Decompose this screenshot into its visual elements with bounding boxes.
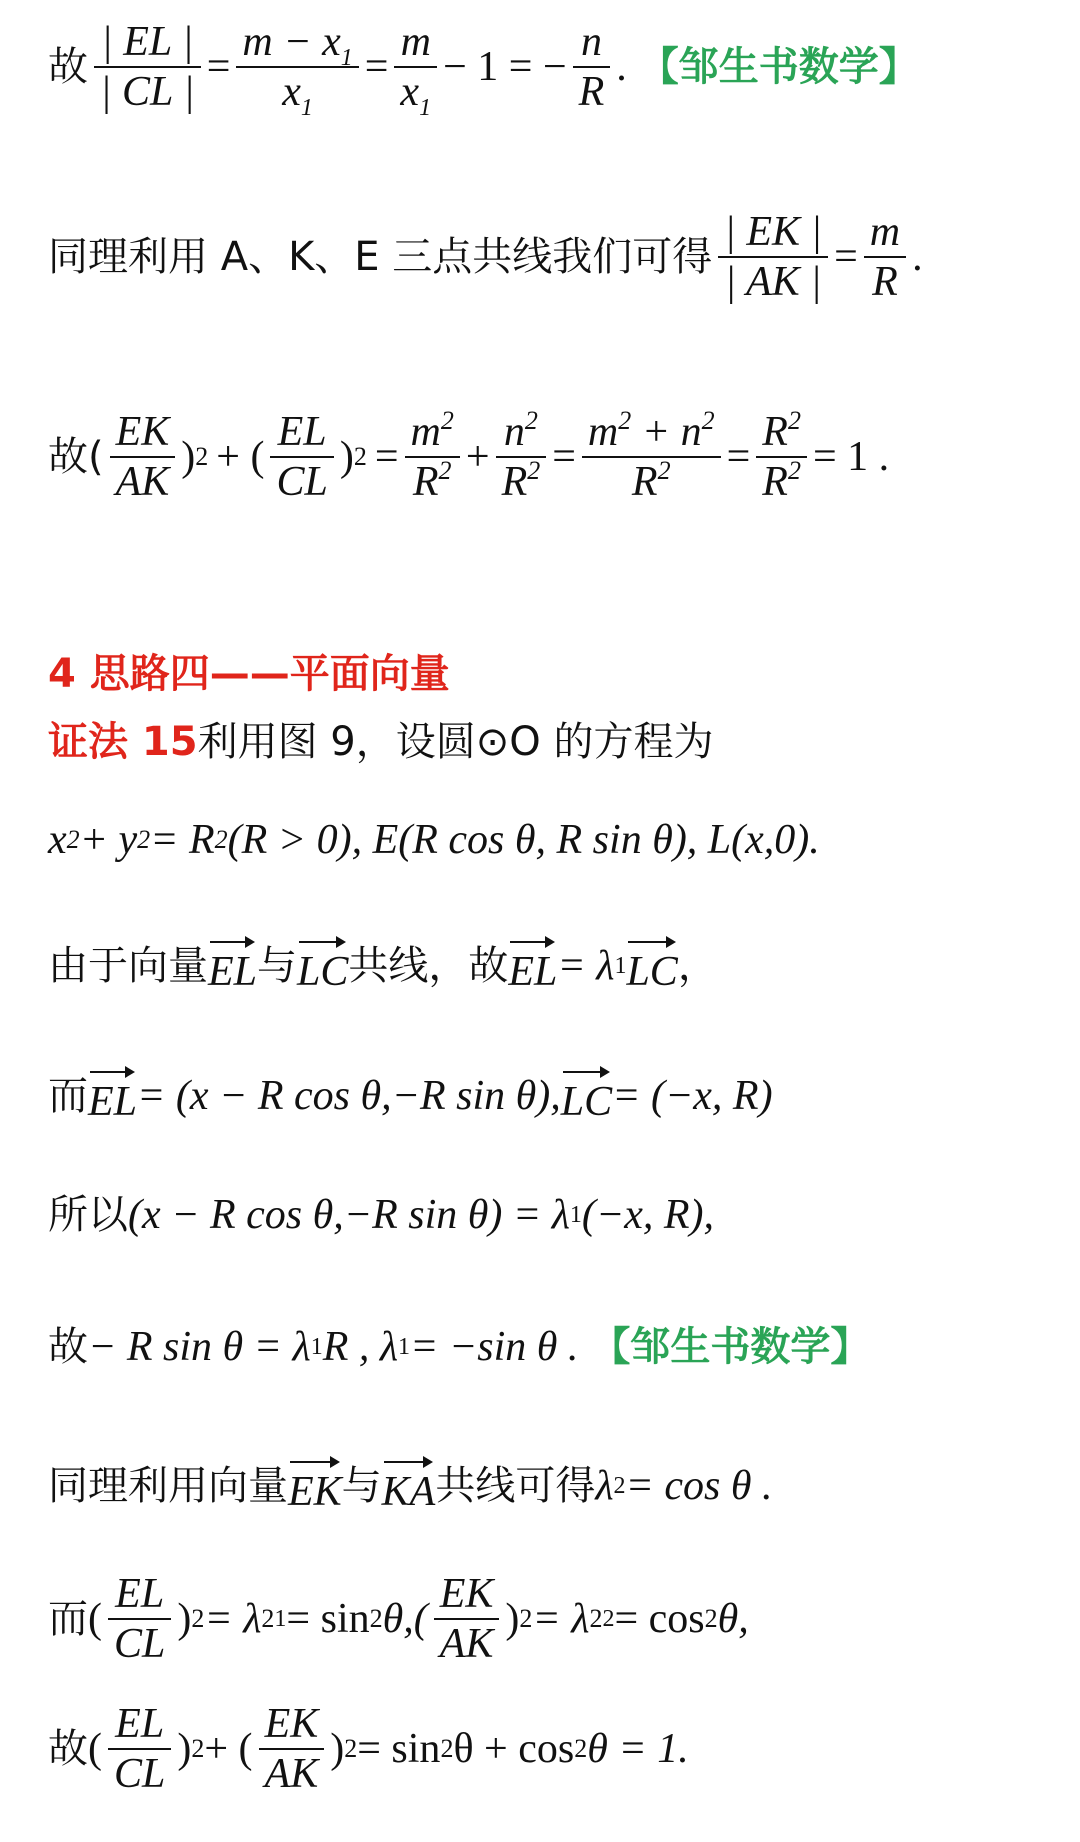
fraction [259,1700,325,1799]
vector-el: EL [88,1065,137,1127]
fraction [108,1700,171,1799]
numerator: | EK | [724,209,823,255]
minus-one: − 1 = − [443,44,567,91]
section-heading [48,650,450,698]
fraction [718,208,828,307]
vector-el: EL [208,935,257,997]
expr: = −sin θ . [410,1324,579,1370]
equals-one: = 1 . [812,434,890,481]
numerator: $n^2$ [503,406,538,455]
denominator-text: x [282,69,301,116]
denominator-text: R [762,459,788,506]
expr: λ [595,1463,614,1509]
circle-equation: x 2 + y 2 = R 2 (R > 0), E(R cos θ, R sin θ), L(x,0). [48,815,820,865]
vector-coordinates-line [48,1065,773,1127]
expr: = cos θ . [625,1463,773,1509]
plus-open: + ( [204,1726,253,1773]
expr: − R sin θ = λ [88,1324,311,1370]
vector-collinear-line: 由于向量 EL 与 LC 共线，故 EL = λ 1 LC ， [48,935,718,997]
fraction [434,1570,500,1669]
brand-tag: 【邹生书数学】 [590,1324,871,1371]
expr: = λ [204,1596,262,1643]
plus-open: + ( [216,434,265,481]
prefix: 故 [48,44,88,91]
collinear-ake-line [48,208,923,307]
subscript: 1 [340,45,353,71]
text: 同理利用向量 [48,1463,288,1510]
expr: x [48,817,67,863]
proof-text: 利用图 9，设圆⊙O 的方程为 [197,719,714,765]
text: 而 [48,1073,88,1120]
denominator: $R^2$ [412,456,452,506]
numerator: EK [439,1571,494,1617]
text: 共线，故 [348,943,509,990]
denominator: AK [264,1751,319,1798]
numerator: $m^2$ [410,406,454,455]
numerator: n [580,19,602,65]
denominator: CL [114,1621,166,1668]
prefix: 故( [48,434,104,481]
denominator-text: R [631,459,658,506]
period: . [912,234,923,281]
equals: = [834,234,858,281]
denominator: CL [276,459,328,506]
numerator-text: + n [631,409,702,455]
fraction [394,18,437,122]
subscript: 1 [300,95,313,122]
fraction [108,1570,171,1669]
text: 与 [257,943,298,990]
expr: (x − R cos θ,−R sin θ) = λ [128,1192,570,1238]
equals: = [726,434,751,481]
paren: ) [505,1596,520,1643]
proof-intro [48,718,713,766]
expr: = (x − R cos θ,−R sin θ), [137,1073,561,1119]
section-title: 4 思路四——平面向量 [48,651,450,697]
equals: = [552,434,576,481]
paren: ) [330,1726,345,1773]
denominator [394,68,437,122]
expr: = (−x, R) [612,1073,773,1119]
denominator: $R^2$ [631,456,671,506]
expr: θ = 1. [587,1726,689,1773]
expr: R , λ [322,1324,399,1370]
final-equation: 故 ( $\frac{EL}{CL}$ ) 2 + ( $\frac{EK}{AK}$ ) 2 = sin 2 θ + cos 2 θ = 1. [48,1701,689,1798]
squares-line: 而 ( $\frac{EL}{CL}$ ) 2 = λ 2 1 = sin 2 θ,( $\frac{EK}{AK}$ ) 2 = λ 2 2 = cos 2 θ, [48,1571,749,1668]
text: 由于向量 [48,943,208,990]
expr: = sin [286,1596,370,1643]
fraction [110,408,176,507]
denominator-text: x [400,69,420,116]
paren: ) [177,1596,192,1643]
equals: = [206,44,231,91]
denominator: | AK | [724,259,822,306]
numerator: m [869,209,901,255]
fraction [756,408,807,507]
vector-ka: KA [382,1455,436,1517]
vector-el: EL [508,935,557,997]
numerator: EK [264,1701,319,1747]
fraction [94,18,201,117]
line-text: 同理利用 A、K、E 三点共线我们可得 [48,234,713,281]
brand-tag: 【邹生书数学】 [638,44,919,91]
numerator: m [400,19,431,65]
expr: = sin [357,1726,441,1773]
numerator: | EL | [101,19,194,65]
expr: (R > 0), E(R cos θ, R sin θ), L(x,0). [227,817,820,863]
numerator-text: R [762,409,788,455]
expr: = cos [614,1596,705,1643]
denominator: CL [114,1751,166,1798]
lambda1-equation: 所以 (x − R cos θ,−R sin θ) = λ 1 (−x, R), [48,1190,714,1240]
expr: (−x, R), [581,1192,715,1238]
numerator-text: n [503,409,525,455]
numerator-text: m [587,409,619,455]
denominator: | CL | [100,69,195,116]
fraction [582,408,721,507]
fraction [236,18,358,122]
denominator: $R^2$ [501,456,541,506]
text: 而 [48,1596,88,1643]
text: 与 [341,1463,382,1510]
text: 故 [48,1726,88,1773]
fraction [270,408,333,507]
expr: θ, [717,1596,749,1643]
denominator [276,68,319,122]
paren: ( [88,1596,102,1643]
numerator: $m^2 + n^2$ [587,406,715,455]
expr: θ,( [382,1596,428,1643]
numerator [236,18,358,71]
close-paren: ) [181,434,196,481]
vector-lc: LC [626,935,677,997]
denominator: R [578,69,605,116]
equation-el-cl [48,18,919,122]
fraction [864,208,906,307]
denominator: AK [115,459,170,506]
numerator: EL [115,1701,165,1747]
expr: = R [150,817,215,863]
equals: = [374,434,399,481]
lambda2-line: 同理利用向量 EK 与 KA 共线可得 λ 2 = cos θ . [48,1455,773,1517]
expr: + y [79,817,138,863]
numerator: $R^2$ [762,406,801,455]
lambda1-result: 故 − R sin θ = λ 1 R , λ 1 = −sin θ . 【邹生书数学】 [48,1322,870,1372]
text: 所以 [48,1192,128,1239]
sum-of-squares-equation: 故( $\frac{EK}{AK}$ ) 2 + ( $\frac{EL}{CL}$ ) 2 = $\frac{m^2}{R^2}$ + $\frac{n^2}{R^2}$ = $\frac{m^2 + n^2}{R^2}$ = $\frac{R^2}{R^2}$ = 1 . [48,406,890,506]
fraction [405,408,460,507]
fraction [496,408,547,507]
numerator-text: m [410,409,441,455]
vector-ek: EK [288,1455,342,1517]
numerator-text: m − x [242,19,341,65]
expr: = λ [532,1596,590,1643]
denominator-text: R [412,459,439,506]
vector-lc: LC [561,1065,612,1127]
denominator: AK [439,1621,494,1668]
paren: ) [177,1726,192,1773]
proof-label: 证法 15 [48,719,198,765]
text: 故 [48,1324,88,1371]
text: ， [677,943,718,990]
numerator: EL [115,1571,165,1617]
subscript: 1 [419,95,432,122]
close-paren: ) [339,434,354,481]
denominator: $R^2$ [762,456,801,506]
fraction [573,18,611,117]
expr: = λ [557,943,615,989]
equals: = [364,44,389,91]
plus: + [465,434,490,481]
denominator-text: R [501,459,528,506]
numerator: EK [115,409,170,455]
text: 共线可得 [435,1463,596,1510]
expr: θ + cos [453,1726,575,1773]
paren: ( [88,1726,102,1773]
denominator: R [872,259,898,306]
vector-lc: LC [297,935,348,997]
numerator: EL [277,409,327,455]
period: . [616,44,627,91]
